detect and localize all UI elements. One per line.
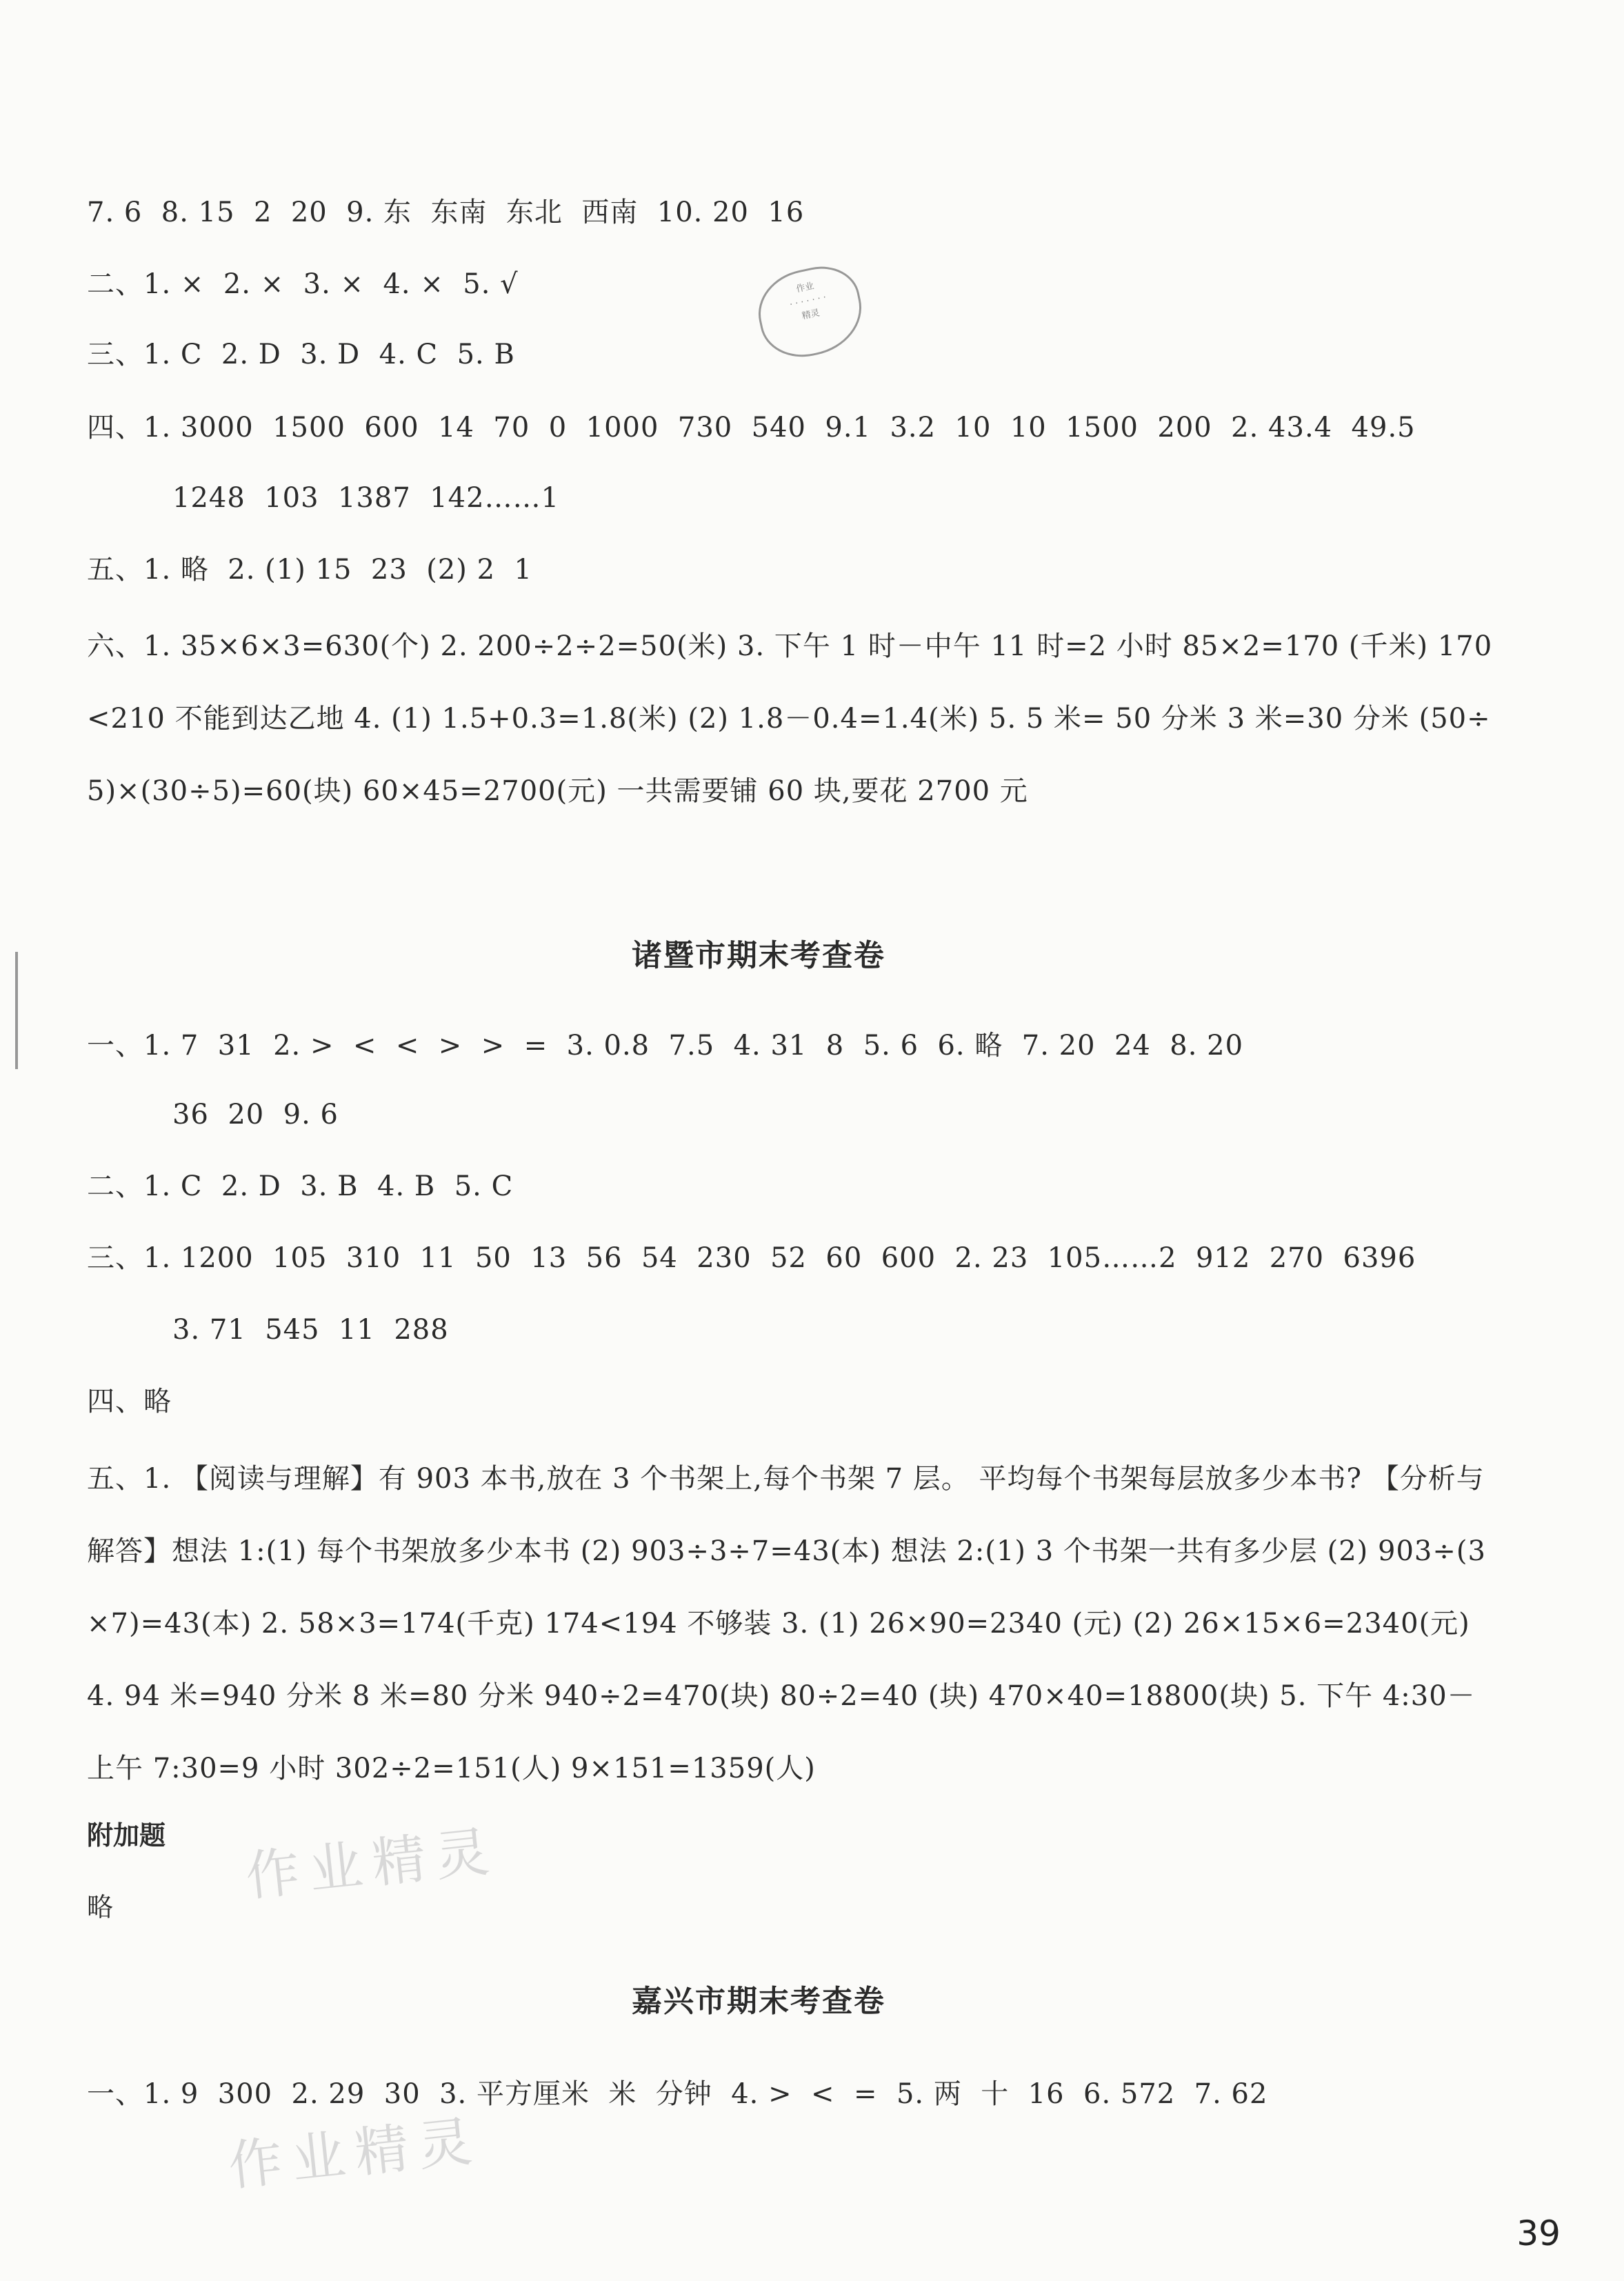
answer-line: 3. 71 545 11 288 <box>172 1314 449 1346</box>
answer-line: 四、略 <box>87 1386 172 1417</box>
answer-line: 1248 103 1387 142……1 <box>172 482 560 514</box>
answer-line: 一、1. 9 300 2. 29 30 3. 平方厘米 米 分钟 4. > < = 5. 两 十 16 6. 572 7. 62 <box>87 2078 1268 2110</box>
answer-line: 四、1. 3000 1500 600 14 70 0 1000 730 540 9.1 3.2 10 10 1500 200 2. 43.4 49.5 <box>87 412 1416 444</box>
section-title: 诸暨市期末考查卷 <box>632 938 885 973</box>
answer-paragraph: 五、1. 【阅读与理解】有 903 本书,放在 3 个书架上,每个书架 7 层。 平均每个书架每层放多少本书? 【分析与解答】想法 1:(1) 每个书架放多少本书 (2) 903÷3÷7=43(本) 想法 2:(1) 3 个书架一共有多少层 (2) 903÷(3×7)=43(本) 2. 58×3=174(千克) 174<194 不够装 3. (1) 26×90=2340 (元) (2) 26×15×6=2340(元) 4. 94 米=940 分米 8 米=80 分米 940÷2=470(块) 80÷2=40 (块) 470×40=18800(块) 5. 下午 4:30－上午 7:30=9 小时 302÷2=151(人) 9×151=1359(人) <box>87 1463 1486 1784</box>
answer-line: 二、1. × 2. × 3. × 4. × 5. √ <box>87 268 519 300</box>
answer-line: 36 20 9. 6 <box>172 1099 339 1130</box>
answer-line: 五、1. 略 2. (1) 15 23 (2) 2 1 <box>87 554 532 586</box>
watermark: 作业精灵 <box>225 2109 485 2198</box>
answer-line: 三、1. 1200 105 310 11 50 13 56 54 230 52 60 600 2. 23 105……2 912 270 6396 <box>87 1242 1416 1274</box>
bonus-label: 附加题 <box>87 1820 166 1851</box>
seal-stamp: 作业 · · · · · · · 精灵 <box>751 259 870 365</box>
page-number: 39 <box>1516 2213 1561 2253</box>
answer-line: 7. 6 8. 15 2 20 9. 东 东南 东北 西南 10. 20 16 <box>87 197 805 228</box>
watermark: 作业精灵 <box>243 1820 502 1909</box>
answer-paragraph: 六、1. 35×6×3=630(个) 2. 200÷2÷2=50(米) 3. 下午 1 时－中午 11 时=2 小时 85×2=170 (千米) 170<210 不能到达乙地 4. (1) 1.5+0.3=1.8(米) (2) 1.8－0.4=1.4(米) 5. 5 米= 50 分米 3 米=30 分米 (50÷5)×(30÷5)=60(块) 60×45=2700(元) 一共需要铺 60 块,要花 2700 元 <box>87 630 1493 807</box>
answer-line: 一、1. 7 31 2. > < < > > = 3. 0.8 7.5 4. 31 8 5. 6 6. 略 7. 20 24 8. 20 <box>87 1030 1244 1062</box>
section-title: 嘉兴市期末考查卷 <box>632 1984 885 2019</box>
answer-line: 二、1. C 2. D 3. B 4. B 5. C <box>87 1171 514 1202</box>
answer-line: 三、1. C 2. D 3. D 4. C 5. B <box>87 339 515 370</box>
bonus-answer: 略 <box>87 1892 114 1922</box>
